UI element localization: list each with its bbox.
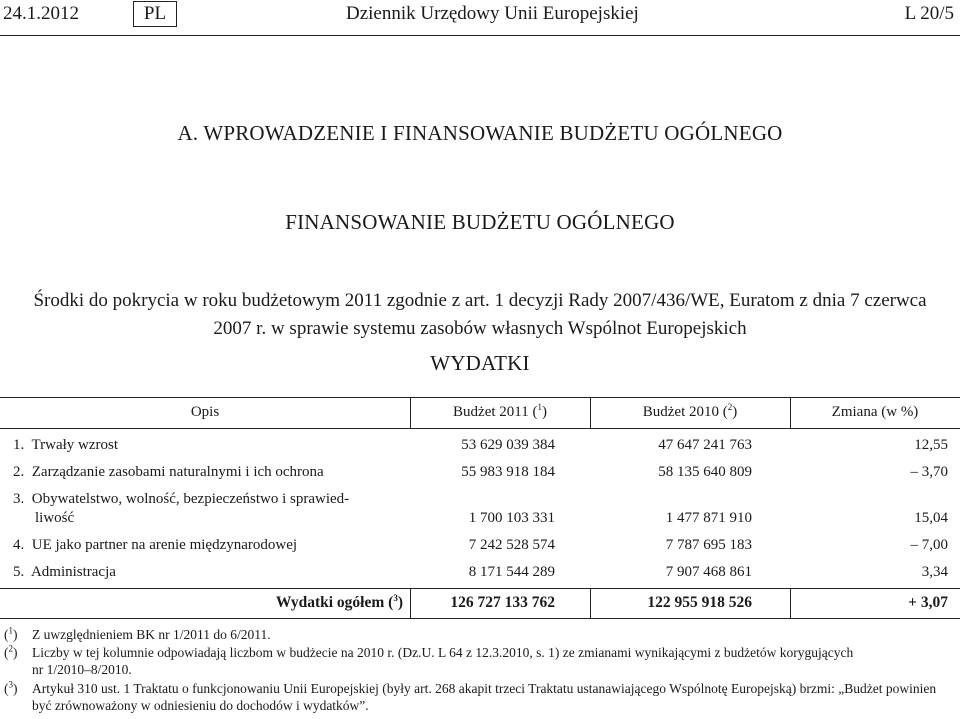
table-header-rule	[0, 428, 960, 429]
total-budget-2011: 126 727 133 762	[450, 594, 555, 611]
language-badge: PL	[133, 1, 177, 27]
cell-change: 12,55	[914, 437, 948, 453]
intro-text-line-1: Środki do pokrycia w roku budżetowym 2011 zgodnie z art. 1 decyzji Rady 2007/436/WE, Euratom z dnia 7 czerwca	[33, 290, 927, 311]
cell-change: 15,04	[914, 510, 948, 526]
cell-budget-2010: 47 647 241 763	[658, 437, 752, 453]
footnote-ref: 1	[537, 402, 542, 412]
total-top-rule	[0, 588, 960, 589]
footnote-ref: 3	[393, 592, 398, 603]
cell-budget-2011: 53 629 039 384	[461, 437, 555, 453]
section-title: A. WPROWADZENIE I FINANSOWANIE BUDŻETU OGÓLNEGO	[177, 121, 783, 145]
header-rule	[0, 35, 960, 36]
footnote-3-cont: być zrównoważony w odniesieniu do dochodów i wydatków”.	[32, 698, 369, 713]
total-label: Wydatki ogółem ($^3$)	[275, 592, 403, 611]
cell-change: 3,34	[921, 564, 948, 580]
footnote-3: ($^3$) Artykuł 310 ust. 1 Traktatu o funkcjonowaniu Unii Europejskiej (były art. 268 akapit trzeci Traktatu ustanawiającego Wspólnotę Europejską) brzmi: „Budżet powinien	[4, 679, 937, 696]
table-row-description: 3. Obywatelstwo, wolność, bezpieczeństwo i sprawied-	[13, 491, 350, 507]
intro-text-line-2: 2007 r. w sprawie systemu zasobów własnych Wspólnot Europejskich	[213, 318, 747, 339]
table-row-description: 5. Administracja	[13, 564, 116, 580]
cell-budget-2011: 55 983 918 184	[461, 464, 555, 480]
total-bottom-rule	[0, 618, 960, 619]
column-header-budget-2010: Budżet 2010 ($^2$)	[642, 402, 738, 420]
table-top-rule	[0, 397, 960, 398]
column-header-budget-2011: Budżet 2011 ($^1$)	[453, 402, 547, 420]
footnote-2: ($^2$) Liczby w tej kolumnie odpowiadają liczbom w budżecie na 2010 r. (Dz.U. L 64 z 12.3.2010, s. 1) ze zmianami wynikającymi z budżetów korygujących	[4, 643, 854, 660]
cell-budget-2011: 1 700 103 331	[468, 510, 555, 526]
section-subtitle: FINANSOWANIE BUDŻETU OGÓLNEGO	[285, 210, 675, 234]
page-reference: L 20/5	[904, 3, 954, 24]
cell-budget-2010: 1 477 871 910	[665, 510, 752, 526]
table-row-description: 1. Trwały wzrost	[13, 437, 119, 453]
column-header-description: Opis	[190, 404, 220, 420]
cell-budget-2010: 7 787 695 183	[665, 537, 752, 553]
table-row-description: 2. Zarządzanie zasobami naturalnymi i ich ochrona	[13, 464, 324, 480]
footnote-ref: 2	[727, 402, 733, 412]
table-row-description-cont: liwość	[35, 510, 75, 526]
cell-budget-2011: 7 242 528 574	[468, 537, 555, 553]
total-change: + 3,07	[908, 594, 948, 611]
cell-budget-2011: 8 171 544 289	[468, 564, 555, 580]
total-budget-2010: 122 955 918 526	[647, 594, 752, 611]
cell-change: – 7,00	[910, 537, 948, 553]
table-row-description: 4. UE jako partner na arenie międzynarodowej	[13, 537, 298, 553]
cell-change: – 3,70	[910, 464, 948, 480]
cell-budget-2010: 58 135 640 809	[658, 464, 752, 480]
expenses-title: WYDATKI	[430, 351, 530, 375]
header-date: 24.1.2012	[3, 3, 79, 24]
footnote-1: ($^1$) Z uwzględnieniem BK nr 1/2011 do 6/2011.	[4, 625, 271, 642]
journal-title: Dziennik Urzędowy Unii Europejskiej	[346, 3, 639, 24]
footnote-2-cont: nr 1/2010–8/2010.	[32, 662, 132, 677]
cell-budget-2010: 7 907 468 861	[665, 564, 752, 580]
column-header-change: Zmiana (w %)	[831, 404, 919, 420]
